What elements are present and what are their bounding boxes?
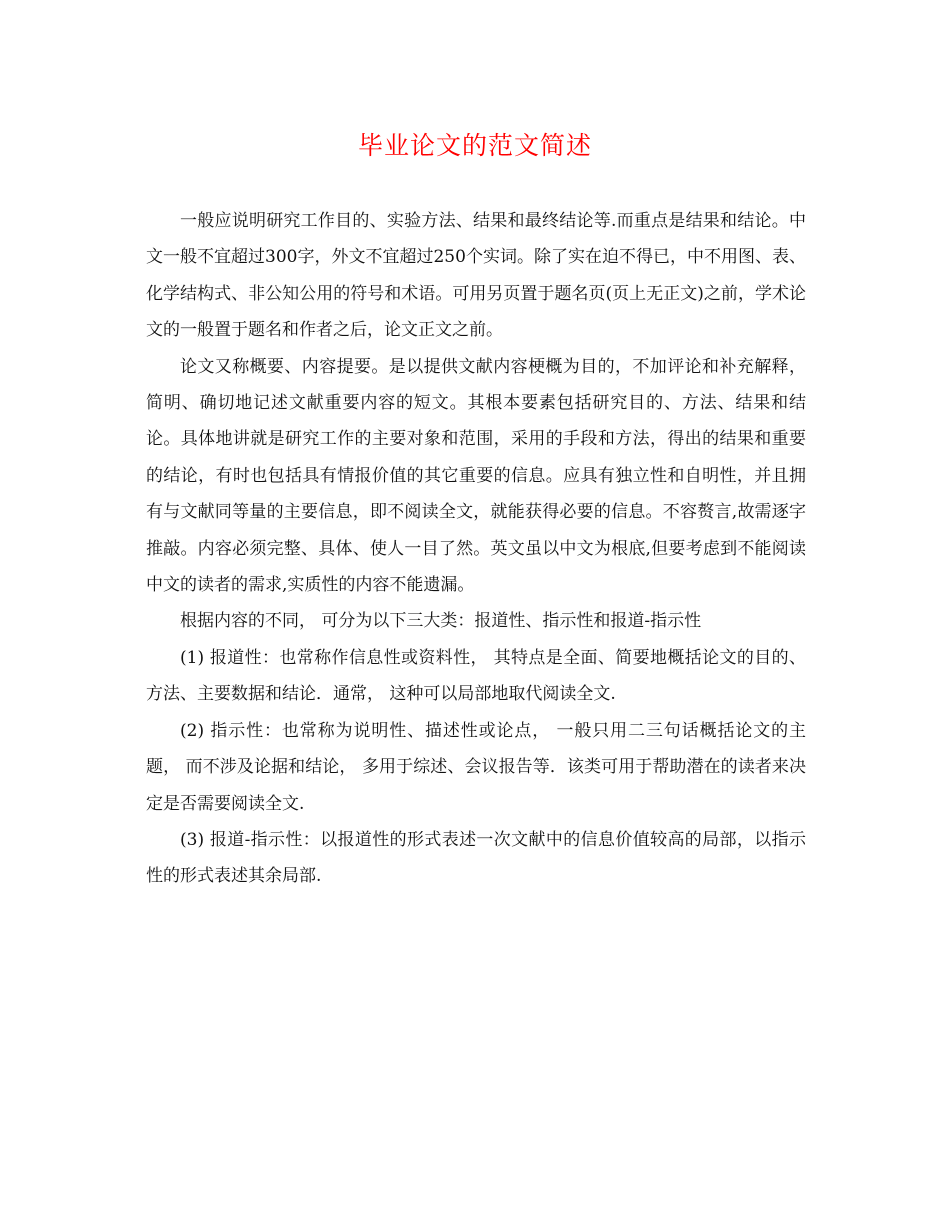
page-title: 毕业论文的范文简述 bbox=[357, 131, 592, 160]
paragraph-informative-type: (1) 报道性：也常称作信息性或资料性， 其特点是全面、简要地概括论文的目的、方法、主要数据和结论．通常， 这种可以局部地取代阅读全文. bbox=[146, 647, 806, 705]
paragraph-mixed-type: (3) 报道-指示性：以报道性的形式表述一次文献中的信息价值较高的局部，以指示性的形式表述其余局部. bbox=[146, 829, 806, 887]
document-body bbox=[146, 203, 806, 895]
paragraph-abstract-definition: 论文又称概要、内容提要。是以提供文献内容梗概为目的，不加评论和补充解释，简明、确切地记述文献重要内容的短文。其根本要素包括研究目的、方法、结果和结论。具体地讲就是研究工作的主要对象和范围，采用的手段和方法，得出的结果和重要的结论，有时也包括具有情报价值的其它重要的信息。应具有独立性和自明性，并且拥有与文献同等量的主要信息，即不阅读全文，就能获得必要的信息。不容赘言,故需逐字推敲。内容必须完整、具体、使人一目了然。英文虽以中文为根底,但要考虑到不能阅读中文的读者的需求,实质性的内容不能遗漏。 bbox=[146, 356, 806, 596]
paragraph-indicative-type: (2) 指示性：也常称为说明性、描述性或论点， 一般只用二三句话概括论文的主题， 而不涉及论据和结论， 多用于综述、会议报告等．该类可用于帮助潜在的读者来决定是否需要阅读全文. bbox=[146, 720, 806, 814]
paragraph-abstract-requirements: 一般应说明研究工作目的、实验方法、结果和最终结论等.而重点是结果和结论。中文一般不宜超过300字，外文不宜超过250个实词。除了实在迫不得已，中不用图、表、化学结构式、非公知公用的符号和术语。可用另页置于题名页(页上无正文)之前，学术论文的一般置于题名和作者之后，论文正文之前。 bbox=[146, 211, 806, 341]
paragraph-abstract-types: 根据内容的不同， 可分为以下三大类：报道性、指示性和报道-指示性 bbox=[180, 611, 702, 632]
